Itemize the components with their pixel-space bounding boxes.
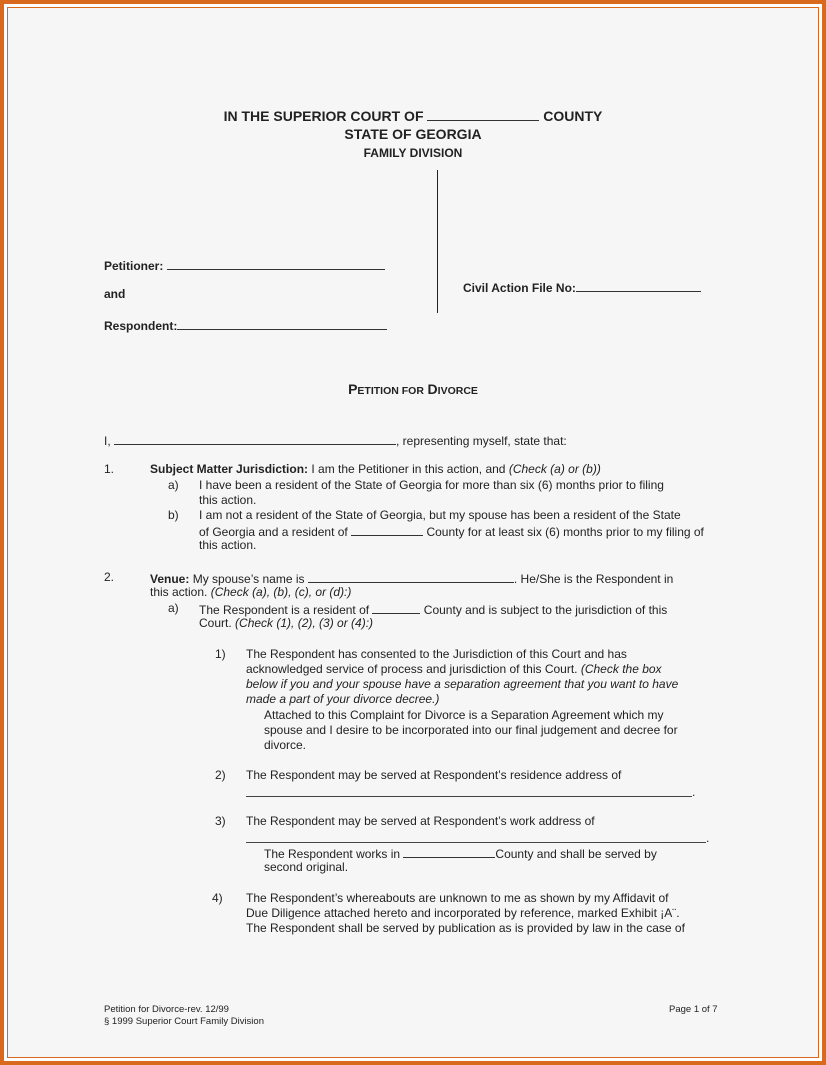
item1-line1: The Respondent has consented to the Jurisdiction of this Court and has xyxy=(246,647,627,661)
petitioner-label: Petitioner: xyxy=(104,259,164,273)
and-label: and xyxy=(104,287,126,301)
work-county-blank[interactable] xyxy=(403,845,495,858)
item4-line3: The Respondent shall be served by publication as is provided by law in the case of xyxy=(246,921,685,935)
respondent-county-blank[interactable] xyxy=(372,601,420,614)
section2-a-line2-pre: Court. xyxy=(199,616,232,630)
respondent-label: Respondent: xyxy=(104,319,178,333)
item1-sub3: divorce. xyxy=(264,738,307,752)
section1-check: (Check (a) or (b)) xyxy=(508,462,601,476)
residence-period: . xyxy=(692,785,696,799)
section1-b-label: b) xyxy=(168,508,179,522)
section2-a-line2 xyxy=(199,616,373,631)
section1-b-line2-post: County for at least six (6) months prior to my filing of xyxy=(426,525,704,539)
section1-heading: Subject Matter Jurisdiction: xyxy=(150,462,309,476)
item3-sub1-pre: The Respondent works in xyxy=(264,847,401,861)
item2-line1: The Respondent may be served at Respondent’s residence address of xyxy=(246,768,622,782)
division-heading: FAMILY DIVISION xyxy=(363,146,463,160)
county-blank[interactable] xyxy=(427,108,539,121)
court-prefix: IN THE SUPERIOR COURT OF xyxy=(223,108,424,124)
item4-line2: Due Diligence attached hereto and incorporated by reference, marked Exhibit ¡A¨. xyxy=(246,906,680,920)
item1-line4: made a part of your divorce decree.) xyxy=(246,692,440,706)
section2-line2 xyxy=(150,585,351,600)
section2-a-label: a) xyxy=(168,601,179,615)
title-initial-d: D xyxy=(427,381,438,397)
petitioner-field xyxy=(104,257,385,274)
item3-number: 3) xyxy=(215,814,226,828)
residence-address-blank[interactable] xyxy=(246,796,692,797)
section1-b-line2 xyxy=(199,523,704,540)
section1-a-line2: this action. xyxy=(199,493,257,507)
footer-page-number: Page 1 of 7 xyxy=(669,1004,718,1015)
item4-line1: The Respondent’s whereabouts are unknown to me as shown by my Affidavit of xyxy=(246,891,669,905)
section1-text: I am the Petitioner in this action, and xyxy=(311,462,506,476)
item1-line2-pre: acknowledged service of process and jurisdiction of this Court. xyxy=(246,662,578,676)
section1-b-line2-pre: of Georgia and a resident of xyxy=(199,525,348,539)
civil-action-blank[interactable] xyxy=(576,279,701,292)
section1-a-line1: I have been a resident of the State of Georgia for more than six (6) months prior to filing xyxy=(199,478,664,492)
section2-line2-check: (Check (a), (b), (c), or (d):) xyxy=(210,585,352,599)
title-rest-1: ETITION FOR xyxy=(357,385,424,397)
respondent-blank[interactable] xyxy=(177,317,387,330)
footer-form-revision: Petition for Divorce-rev. 12/99 xyxy=(104,1004,229,1015)
section2-text-pre: My spouse’s name is xyxy=(192,572,305,586)
work-address-blank[interactable] xyxy=(246,842,706,843)
item3-sub2: second original. xyxy=(264,860,349,874)
item1-line2 xyxy=(246,662,662,677)
item1-sub2: spouse and I desire to be incorporated into our final judgement and decree for xyxy=(264,723,678,737)
section2-number: 2. xyxy=(104,570,115,584)
section2-a-line2-check: (Check (1), (2), (3) or (4):) xyxy=(235,616,374,630)
item1-line3: below if you and your spouse have a separation agreement that you want to have xyxy=(246,677,679,691)
caption-divider xyxy=(437,170,438,313)
court-suffix: COUNTY xyxy=(543,108,603,124)
name-blank[interactable] xyxy=(114,432,396,445)
section1-number: 1. xyxy=(104,462,115,476)
section1-heading-line xyxy=(150,462,601,477)
section1-b-line1: I am not a resident of the State of Georgia, but my spouse has been a resident of the State xyxy=(199,508,681,522)
county-residence-blank[interactable] xyxy=(351,523,423,536)
title-initial-p: P xyxy=(348,381,358,397)
item4-number: 4) xyxy=(212,891,223,905)
intro-suffix: , representing myself, state that: xyxy=(396,434,567,448)
petitioner-blank[interactable] xyxy=(167,257,385,270)
petition-title xyxy=(0,381,826,397)
respondent-field xyxy=(104,317,387,334)
civil-action-field xyxy=(463,279,701,296)
section2-heading: Venue: xyxy=(150,572,190,586)
item1-line2-italic: (Check the box xyxy=(580,662,662,676)
court-heading xyxy=(0,108,826,125)
section2-a-line1-post: County and is subject to the jurisdiction of this xyxy=(423,603,668,617)
work-period: . xyxy=(706,831,710,845)
section2-line2-pre: this action. xyxy=(150,585,208,599)
section1-a-label: a) xyxy=(168,478,179,492)
item1-number: 1) xyxy=(215,647,226,661)
section1-b-line3: this action. xyxy=(199,538,257,552)
state-heading: STATE OF GEORGIA xyxy=(344,126,482,142)
civil-action-label: Civil Action File No: xyxy=(463,281,576,295)
title-rest-2: IVORCE xyxy=(437,385,478,397)
item3-line1: The Respondent may be served at Respondent’s work address of xyxy=(246,814,595,828)
footer-copyright: § 1999 Superior Court Family Division xyxy=(104,1016,264,1027)
spouse-name-blank[interactable] xyxy=(308,570,514,583)
section2-a-line1-pre: The Respondent is a resident of xyxy=(199,603,370,617)
item3-sub1-post: County and shall be served by xyxy=(495,847,657,861)
item2-number: 2) xyxy=(215,768,226,782)
intro-line xyxy=(104,432,567,449)
item1-sub1: Attached to this Complaint for Divorce is a Separation Agreement which my xyxy=(264,708,664,722)
intro-prefix: I, xyxy=(104,434,111,448)
section2-text-post: . He/She is the Respondent in xyxy=(513,572,674,586)
